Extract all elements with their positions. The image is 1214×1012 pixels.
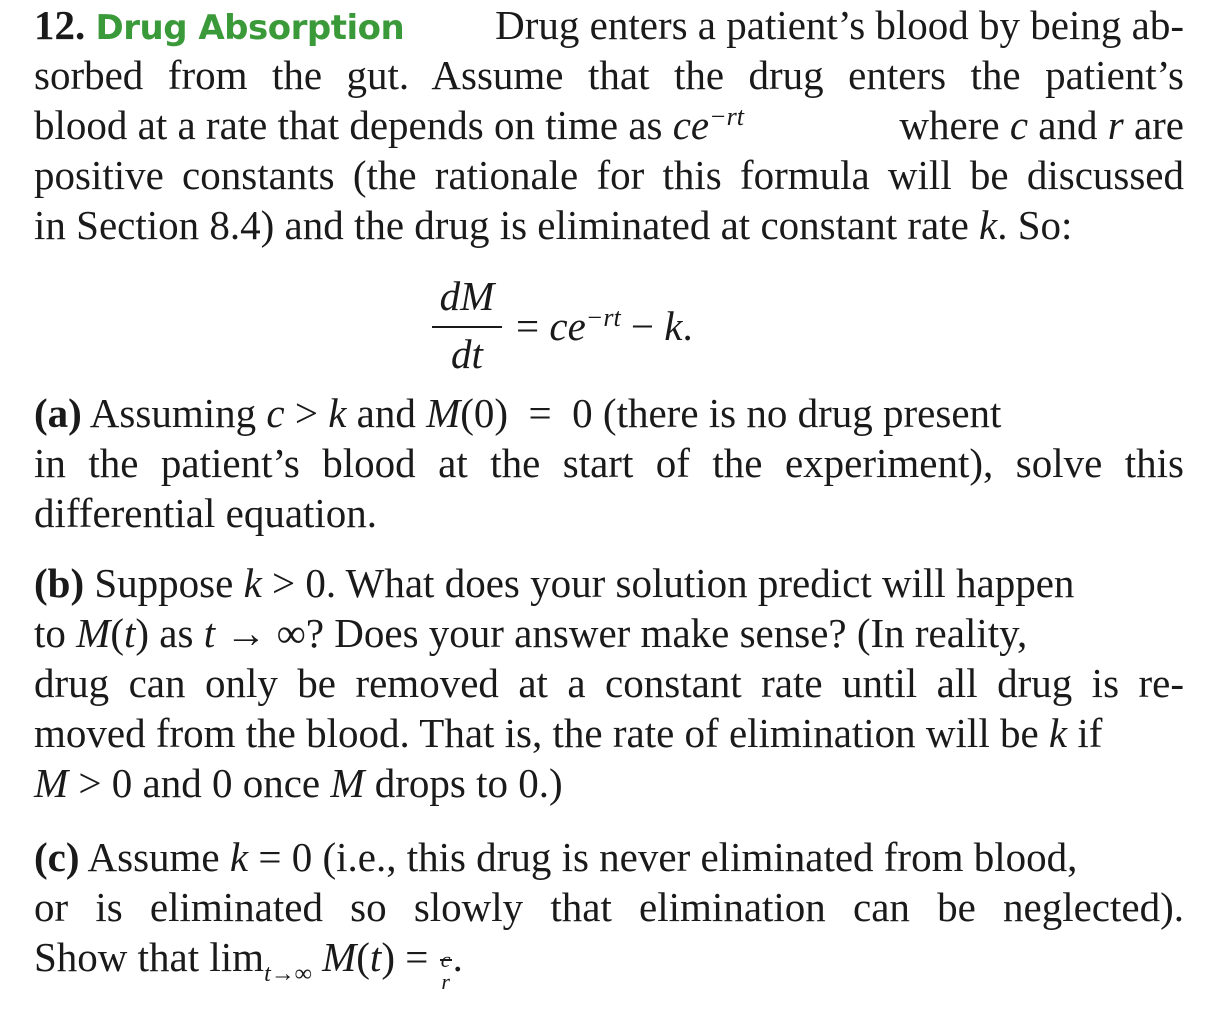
var-ce: ce	[549, 303, 586, 349]
text: where	[889, 102, 1010, 148]
var-t: t	[123, 610, 136, 656]
var-k: k	[229, 834, 249, 880]
intro-line-5	[34, 200, 1184, 250]
equals: =	[516, 303, 550, 349]
var-k: k	[243, 560, 262, 606]
var-M: M	[426, 390, 461, 436]
part-b-line-5	[34, 758, 1184, 808]
numerator: dM	[439, 273, 495, 319]
problem-line-1	[34, 0, 1184, 53]
text: (0) = 0 (there is no drug present	[460, 390, 1002, 436]
var-k: k	[664, 303, 683, 349]
minus: −	[620, 303, 665, 349]
exponent: −rt	[709, 102, 745, 131]
limit-subscript: t→∞	[264, 961, 312, 987]
intro-line-4: positive constants (the rationale for this formula will be discussed	[34, 152, 1184, 198]
var-k: k	[979, 202, 998, 248]
denominator: dt	[451, 331, 483, 377]
part-c-label: (c)	[34, 834, 80, 880]
text: → ∞? Does your answer make sense? (In reality,	[215, 610, 1028, 656]
intro-line-1: Drug enters a patient’s blood by being ab-	[495, 2, 1184, 48]
text: > 0. What does your solution predict will happen	[261, 560, 1075, 606]
var-c: c	[266, 390, 285, 436]
part-b-label: (b)	[34, 560, 85, 606]
part-c-line-3	[34, 932, 1184, 994]
var-r: r	[1107, 102, 1124, 148]
text: (	[356, 934, 370, 980]
part-b-line-1	[34, 558, 1184, 608]
text: if	[1067, 710, 1103, 756]
text: . So:	[997, 202, 1073, 248]
fraction-bar	[432, 326, 502, 328]
var-k: k	[328, 390, 347, 436]
problem-title: Drug Absorption	[95, 8, 405, 48]
var-c: c	[1009, 102, 1029, 148]
var-ce: ce	[672, 102, 710, 148]
var-M: M	[311, 934, 357, 980]
text: Assuming	[81, 390, 267, 436]
text: > 0 and 0 once	[68, 760, 331, 806]
text: blood at a rate that depends on time as	[34, 102, 673, 148]
text: ) as	[135, 610, 204, 656]
part-b-line-2	[34, 608, 1184, 658]
text: (	[110, 610, 124, 656]
text: ) =	[381, 934, 439, 980]
text: and	[1028, 102, 1108, 148]
part-a-line-2: in the patient’s blood at the start of the experiment), solve this	[34, 440, 1184, 486]
part-c-line-2: or is eliminated so slowly that elimination can be neglected).	[34, 884, 1184, 930]
part-b-line-3: drug can only be removed at a constant rate until all drug is re-	[34, 660, 1184, 706]
text: to	[34, 610, 77, 656]
text: Assume	[79, 834, 230, 880]
equation-rhs	[516, 302, 693, 350]
text: >	[284, 390, 329, 436]
text: = 0 (i.e., this drug is never eliminated from blood,	[248, 834, 1078, 880]
text: are	[1123, 102, 1184, 148]
var-M: M	[330, 760, 365, 806]
var-M: M	[76, 610, 111, 656]
intro-line-3	[34, 100, 1184, 150]
part-a-label: (a)	[34, 390, 82, 436]
text: in Section 8.4) and the drug is eliminated at constant rate	[34, 202, 980, 248]
var-t: t	[369, 934, 382, 980]
period: .	[452, 934, 463, 980]
var-k: k	[1048, 710, 1068, 756]
intro-line-2: sorbed from the gut. Assume that the drug enters the patient’s	[34, 52, 1184, 98]
fraction-denominator: r	[441, 969, 450, 994]
period: .	[682, 303, 693, 349]
var-t: t	[203, 610, 216, 656]
text: Suppose	[84, 560, 244, 606]
problem-number: 12.	[34, 2, 86, 48]
text: drops to 0.)	[364, 760, 563, 806]
differential-equation	[430, 268, 790, 378]
part-a-line-1	[34, 388, 1184, 438]
exponent: −rt	[585, 303, 621, 332]
var-M: M	[34, 760, 69, 806]
c-over-r-fraction	[439, 939, 453, 994]
part-a-line-3: differential equation.	[34, 490, 378, 536]
part-b-line-4	[34, 708, 1184, 758]
text: moved from the blood. That is, the rate of elimination will be	[34, 710, 1049, 756]
text: and	[346, 390, 427, 436]
part-c-line-1	[34, 832, 1184, 882]
text: Show that lim	[34, 934, 265, 980]
